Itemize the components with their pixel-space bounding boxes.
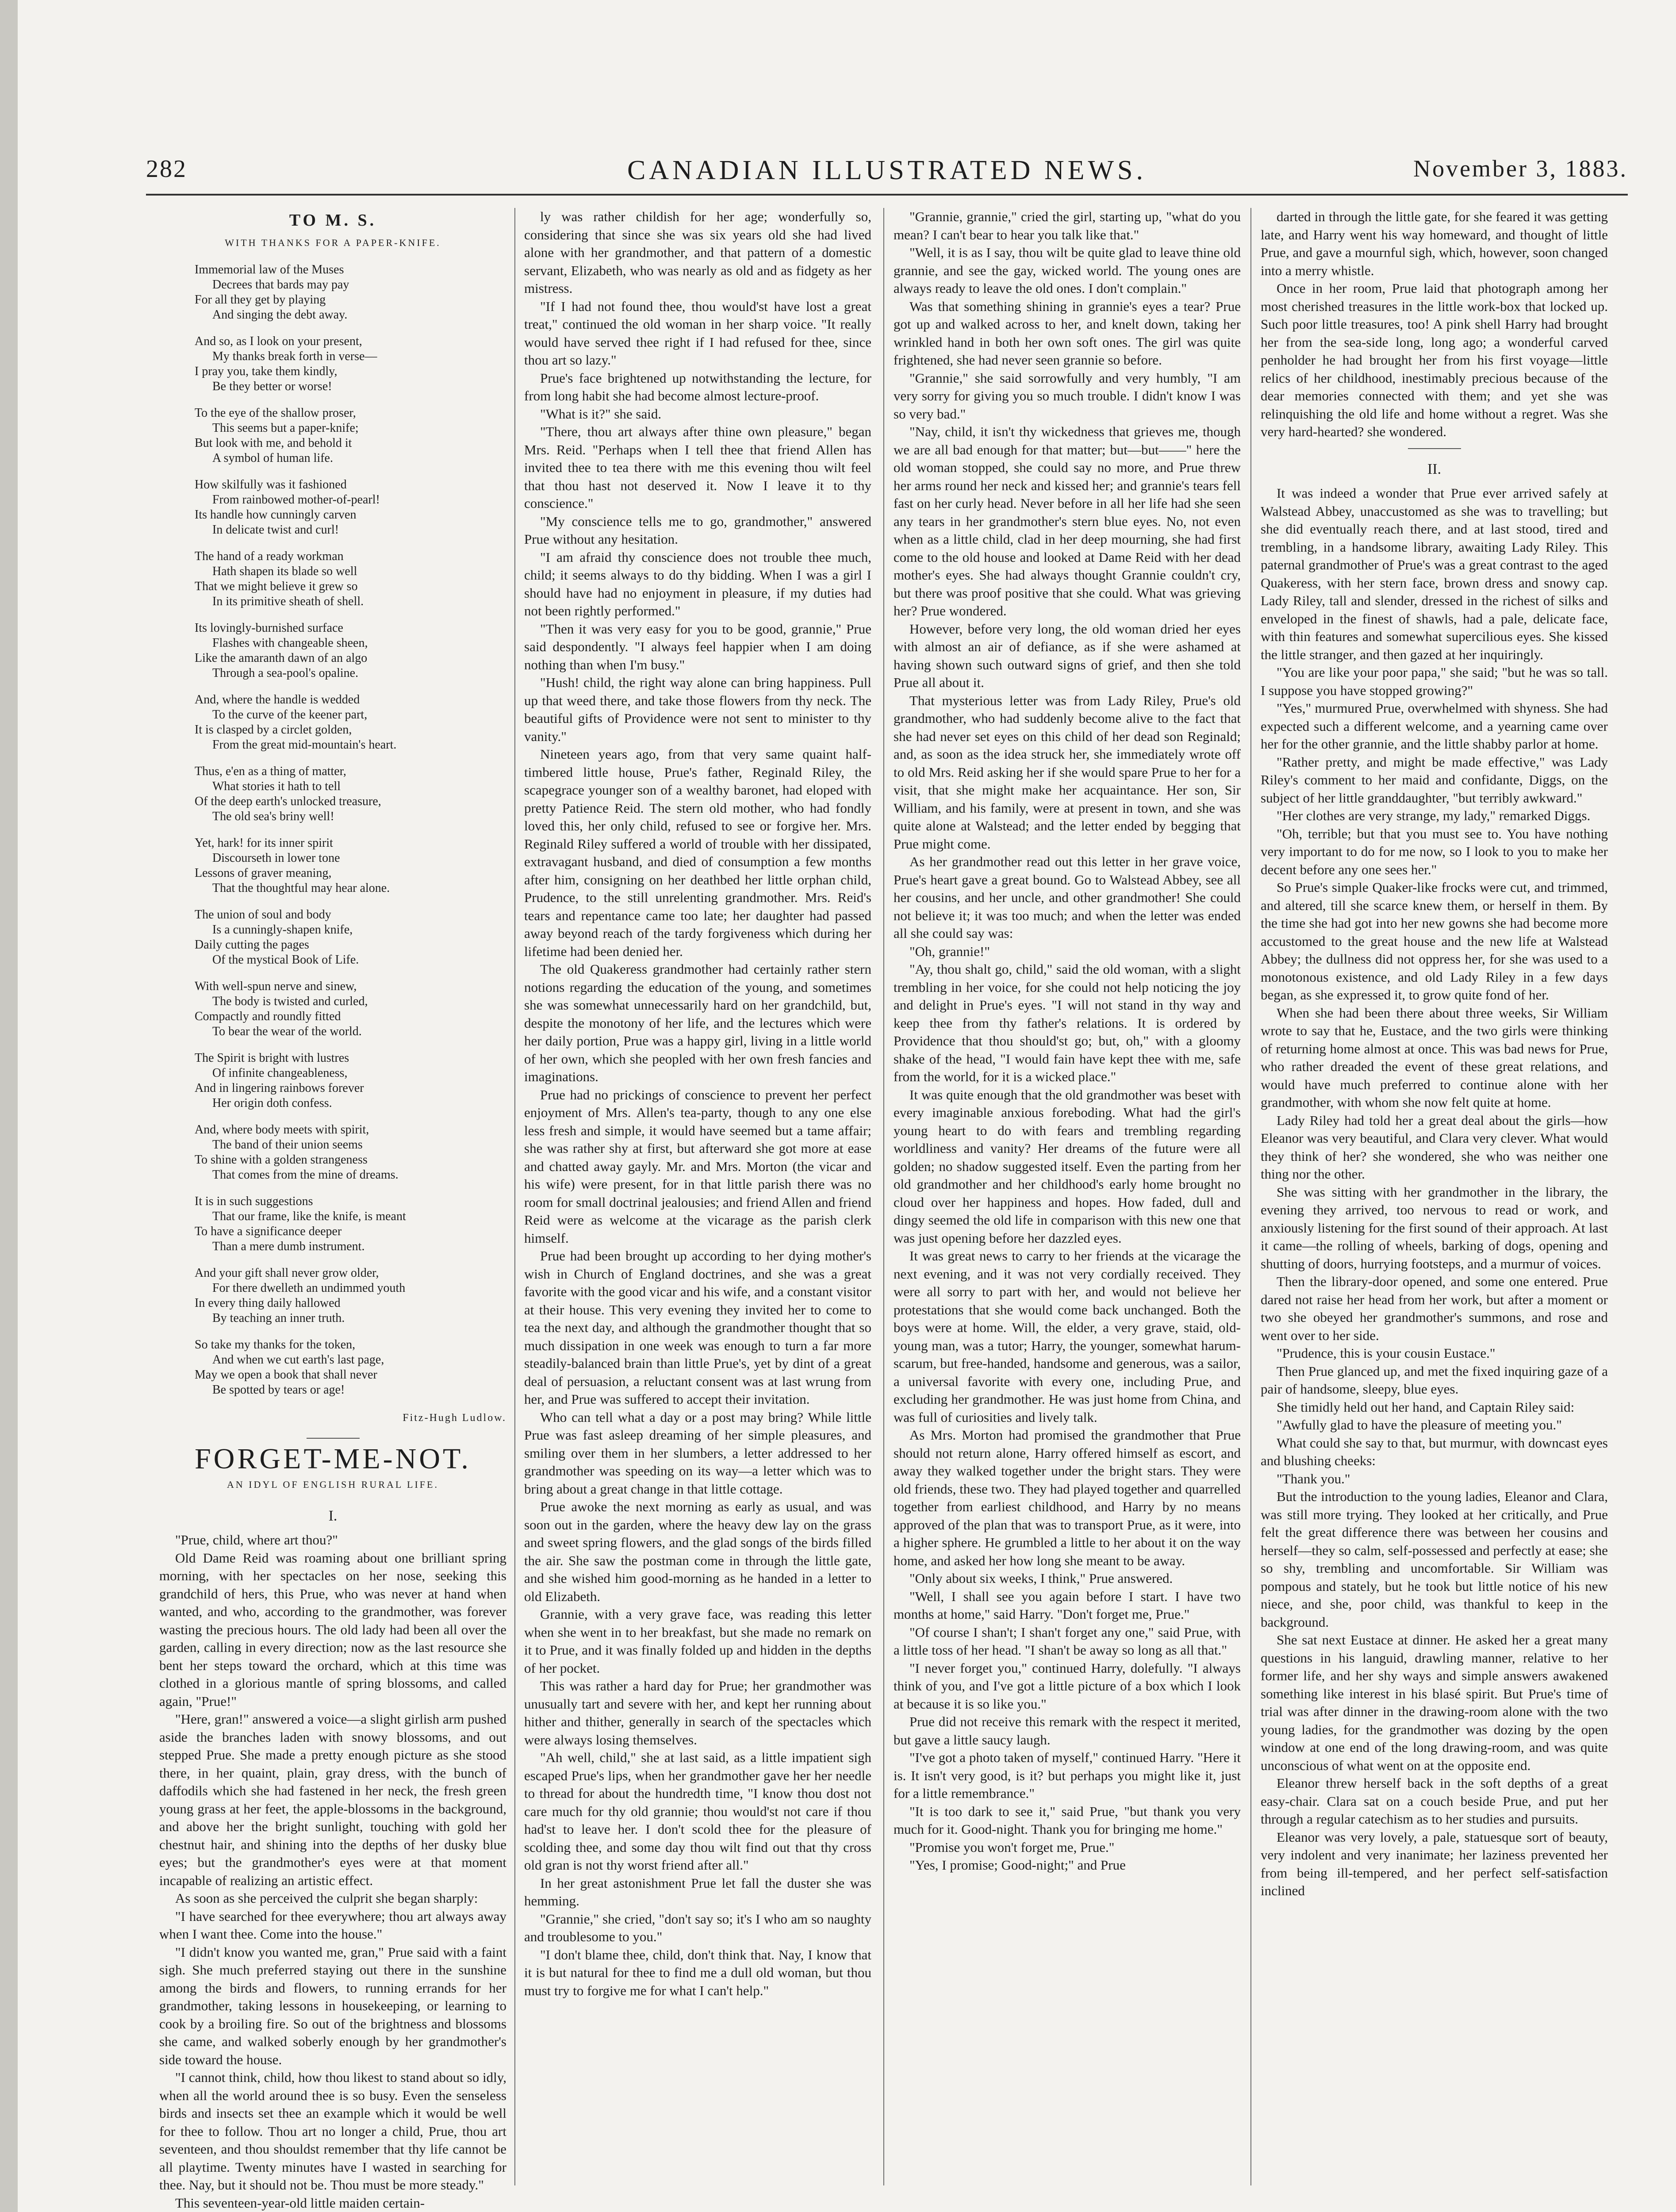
poem-stanza — [195, 262, 506, 323]
poem-line: And, where the handle is wedded — [195, 693, 360, 707]
poem-line: The hand of a ready workman — [195, 549, 344, 563]
column-divider-2 — [883, 208, 884, 2185]
paragraph: It was quite enough that the old grandmother was beset with every imaginable anxious foreboding. What had the girl's young heart to do with fears and trembling regarding worldliness and vanity? Her dreams of the future were all golden; no shadow suggested itself. Even the parting from her old grandmother and her childhood's early home brought no cloud over her happiness and hopes. How faded, dull and dingy seemed the old life in comparison with this new one that was just opening before her dazzled eyes. — [894, 1087, 1241, 1246]
poem-line: And so, as I look on your present, — [195, 334, 362, 348]
paragraph: The old Quakeress grandmother had certainly rather stern notions regarding the education of the young, and sometimes she was somewhat unnecessarily hard on her grandchild, but, despite the monotony of her life, and the lectures which were her daily portion, Prue was a happy girl, living in a little world of her own, which she peopled with her own fresh fancies and imaginations. — [524, 961, 871, 1084]
poem-line: It is clasped by a circlet golden, — [195, 723, 352, 737]
poem-line: Lessons of graver meaning, — [195, 866, 332, 880]
poem-line: It is in such suggestions — [195, 1194, 313, 1208]
paragraph: Prue did not receive this remark with the respect it merited, but gave a little saucy laugh. — [894, 1714, 1241, 1747]
poem-line: By teaching an inner truth. — [212, 1311, 345, 1325]
column-1-text — [159, 1531, 506, 2212]
story-subtitle: AN IDYL OF ENGLISH RURAL LIFE. — [227, 1479, 439, 1490]
poem-line: A symbol of human life. — [212, 451, 333, 465]
poem-body — [159, 262, 506, 1398]
paragraph: "I've got a photo taken of myself," continued Harry. "Here it is. It isn't very good, is it? but perhaps you might like it, just for a little remembrance." — [894, 1750, 1241, 1801]
issue-date: November 3, 1883. — [1413, 155, 1628, 182]
poem-line: What stories it hath to tell — [212, 780, 341, 793]
poem-line: Its handle how cunningly carven — [195, 508, 357, 522]
chapter-rule — [1408, 448, 1461, 449]
poem-stanza — [195, 621, 506, 681]
paragraph: "Awfully glad to have the pleasure of meeting you." — [1277, 1417, 1562, 1432]
poem-line: Compactly and roundly fitted — [195, 1010, 341, 1023]
poem-stanza — [195, 979, 506, 1039]
column-divider-1 — [514, 208, 515, 2185]
paragraph: "Prudence, this is your cousin Eustace." — [1277, 1345, 1496, 1361]
poem-stanza — [195, 477, 506, 538]
paragraph: But the introduction to the young ladies, Eleanor and Clara, was still more trying. They looked at her critically, and Prue felt the great difference there was between her cousins and herself—they so calm, self-possessed and perfectly at ease; she so shy, trembling and uncomfortable. Sir William was pompous and stately, but he took but little notice of his new niece, and she, poor child, was thankful to keep in the background. — [1261, 1489, 1608, 1630]
poem-line: From rainbowed mother-of-pearl! — [212, 493, 380, 507]
poem-line: And when we cut earth's last page, — [212, 1353, 384, 1367]
paragraph: This was rather a hard day for Prue; her grandmother was unusually tart and severe with her, and kept her running about hither and thither, generally in search of the spectacles which were always losing themselves. — [524, 1678, 871, 1747]
paragraph: Prue had been brought up according to her dying mother's wish in Church of England doctrines, and she was a great favorite with the good vicar and his wife, and a constant visitor at their house. This very evening they invited her to come to tea the next day, and although the grandmother thought that so much dissipation in one week was enough to turn a far more steadily-balanced brain than little Prue's, yet by dint of a great deal of persuasion, a reluctant consent was at last wrung from her, and Prue was suffered to accept their invitation. — [524, 1248, 871, 1407]
paragraph: "I never forget you," continued Harry, dolefully. "I always think of you, and I've got a little picture of a box which I look at because it is so like you." — [894, 1660, 1241, 1712]
paragraph: "Yes," murmured Prue, overwhelmed with shyness. She had expected such a different welcome, and a yearning came over her for the other grannie, and the little shabby parlor at home. — [1261, 700, 1608, 752]
column-4-text-b — [1261, 484, 1608, 1900]
poem-line: Yet, hark! for its inner spirit — [195, 836, 333, 850]
poem-line: With well-spun nerve and sinew, — [195, 979, 357, 993]
paragraph: "Ah well, child," she at last said, as a little impatient sigh escaped Prue's lips, when her grandmother gave her her needle to thread for about the hundredth time, "I know thou dost not care much for thy old grannie; thou would'st not care if thou had'st to leave her. I don't scold thee for the pleasure of scolding thee, and some day thou wilt find out that thy cross old gran is not thy worst friend after all." — [524, 1750, 871, 1873]
paragraph: Lady Riley had told her a great deal about the girls—how Eleanor was very beautiful, and Clara very clever. What would they think of her? she wondered, she who was neither one thing nor the other. — [1261, 1112, 1608, 1182]
poem-line: The old sea's briny well! — [212, 810, 334, 823]
poem-line: Its lovingly-burnished surface — [195, 621, 343, 635]
poem-line: Daily cutting the pages — [195, 938, 309, 952]
poem-line: Immemorial law of the Muses — [195, 263, 344, 276]
paragraph: "If I had not found thee, thou would'st have lost a great treat," continued the old woman in her sharp voice. "It really would have served thee right if I had refused for thee, since thou art so lazy." — [524, 298, 871, 368]
poem-stanza — [195, 764, 506, 824]
paragraph: "Then it was very easy for you to be good, grannie," Prue said despondently. "I always feel happier when I am doing nothing than when I'm busy." — [524, 621, 871, 672]
poem-stanza — [195, 406, 506, 466]
paragraph: Once in her room, Prue laid that photograph among her most cherished treasures in the little work-box that locked up. Such poor little treasures, too! A pink shell Harry had brought her from the sea-side long, long ago; a wonderful carved penholder he had brought her from his first voyage—little relics of her childhood, inestimably precious because of the dear memories connected with them; and yet she was relinquishing the old life and home without a regret. Was she very hard-hearted? she wondered. — [1261, 280, 1608, 439]
poem-line: Than a mere dumb instrument. — [212, 1240, 365, 1253]
poem-line: In delicate twist and curl! — [212, 523, 339, 537]
poem-line: So take my thanks for the token, — [195, 1338, 356, 1352]
paragraph: However, before very long, the old woman dried her eyes with almost an air of defiance, as if she were ashamed at having shown such outward signs of grief, and then she told Prue all about it. — [894, 621, 1241, 690]
paragraph: "I don't blame thee, child, don't think that. Nay, I know that it is but natural for thee to find me a dull old woman, but thou must try to forgive me for what I can't help." — [524, 1947, 871, 1998]
paragraph: In her great astonishment Prue let fall the duster she was hemming. — [524, 1875, 871, 1909]
chapter-heading-1: I. — [328, 1507, 338, 1524]
poem-line: But look with me, and behold it — [195, 436, 352, 450]
paragraph: "Oh, grannie!" — [909, 943, 990, 959]
poem-author: Fitz-Hugh Ludlow. — [403, 1412, 506, 1424]
poem-line: Be they better or worse! — [212, 380, 332, 393]
column-2-text — [524, 208, 871, 2000]
paragraph: She sat next Eustace at dinner. He asked her a great many questions in his languid, drawling manner, relative to her former life, and her shy ways and simple answers awakened something like interest in his blasé spirit. But Prue's time of trial was after dinner in the drawing-room alone with the two young ladies, for the grandmother was dozing by the open window at one end of the long drawing-room, and was quite unconscious of what went on at the opposite end. — [1261, 1632, 1608, 1773]
paragraph: She timidly held out her hand, and Captain Riley said: — [1277, 1399, 1575, 1415]
paragraph: Eleanor threw herself back in the soft depths of a great easy-chair. Clara sat on a couch beside Prue, and put her through a regular catechism as to her studies and pursuits. — [1261, 1775, 1608, 1827]
paragraph: "Yes, I promise; Good-night;" and Prue — [909, 1857, 1126, 1873]
poem-line: To have a significance deeper — [195, 1225, 342, 1238]
paragraph: What could she say to that, but murmur, with downcast eyes and blushing cheeks: — [1261, 1435, 1608, 1468]
poem-line: In every thing daily hallowed — [195, 1296, 341, 1310]
page-header — [146, 155, 1628, 190]
poem-line: Like the amaranth dawn of an algo — [195, 651, 368, 665]
poem-line: Of infinite changeableness, — [212, 1066, 348, 1080]
poem-line: The Spirit is bright with lustres — [195, 1051, 349, 1065]
column-3 — [894, 208, 1241, 2199]
poem-line: For all they get by playing — [195, 293, 326, 307]
poem-stanza — [195, 549, 506, 609]
poem-line: How skilfully was it fashioned — [195, 478, 347, 492]
poem-line: I pray you, take them kindly, — [195, 365, 338, 378]
paragraph: This seventeen-year-old little maiden certain- — [175, 2195, 425, 2211]
paragraph: "Nay, child, it isn't thy wickedness that grieves me, though we are all bad enough for that matter; but—but——" here the old woman stopped, she could say no more, and Prue threw her arms round her neck and kissed her; and grannie's tears fell fast on her curly head. Never before in all her life had she seen any tears in her grandmother's stern blue eyes. No, not even when as a little child, clad in her deep mourning, she had first come to the old house and looked at Dame Reid with her dead mother's eyes. She had always thought Grannie couldn't cry, but there was proof positive that she could. What was grieving her? Prue wondered. — [894, 424, 1241, 618]
paragraph: "Oh, terrible; but that you must see to. You have nothing very important to do for me now, so I look to you to make her decent before any one sees her." — [1261, 826, 1608, 877]
poem-line: Of the deep earth's unlocked treasure, — [195, 795, 381, 808]
page-number: 282 — [146, 155, 187, 183]
column-3-text — [894, 208, 1241, 1874]
paragraph: That mysterious letter was from Lady Riley, Prue's old grandmother, who had suddenly become alive to the fact that she had never set eyes on this child of her dead son Reginald; and, as soon as the idea struck her, she immediately wrote off to old Mrs. Reid asking her if she would spare Prue to her for a visit, that she might make her acquaintance. Her son, Sir William, and his family, were at present in town, and she was quite alone at Walstead; and the letter ended by begging that Prue might come. — [894, 692, 1241, 852]
poem-stanza — [195, 1194, 506, 1254]
poem-line: Is a cunningly-shapen knife, — [212, 923, 353, 937]
paragraph: Eleanor was very lovely, a pale, statuesque sort of beauty, very indolent and very inanimate; her laziness prevented her from being ill-tempered, and her perfect self-satisfaction inclined — [1261, 1829, 1608, 1898]
paragraph: "Her clothes are very strange, my lady," remarked Diggs. — [1277, 808, 1591, 823]
paragraph: "Grannie," she cried, "don't say so; it's I who am so naughty and troublesome to you." — [524, 1911, 871, 1944]
chapter-heading-2: II. — [1427, 461, 1442, 477]
poem-stanza — [195, 334, 506, 394]
poem-line: And your gift shall never grow older, — [195, 1266, 379, 1280]
poem-line: Flashes with changeable sheen, — [212, 636, 368, 650]
poem-subtitle: WITH THANKS FOR A PAPER-KNIFE. — [225, 237, 441, 248]
poem-stanza — [195, 1337, 506, 1398]
poem-line: The body is twisted and curled, — [212, 995, 368, 1008]
paragraph: ly was rather childish for her age; wonderfully so, considering that since she was six years old she had lived alone with her grandmother, and that pattern of a domestic servant, Elizabeth, who was nearly as old and as fidgety as her mistress. — [524, 209, 871, 296]
paragraph: darted in through the little gate, for she feared it was getting late, and Harry went his way homeward, and thought of little Prue, and gave a mournful sigh, which, however, soon changed into a merry whistle. — [1261, 209, 1608, 278]
paragraph: "I didn't know you wanted me, gran," Prue said with a faint sigh. She much preferred staying out there in the sunshine among the birds and flowers, to running errands for her grandmother, taking lessons in housekeeping, or learning to cook by a broiling fire. So out of the brightness and blossoms she came, and walked soberly enough by her grandmother's side toward the house. — [159, 1944, 506, 2067]
paragraph: "What is it?" she said. — [540, 406, 662, 422]
poem-line: The union of soul and body — [195, 908, 331, 922]
paragraph: When she had been there about three weeks, Sir William wrote to say that he, Eustace, and the two girls were thinking of returning home almost at once. This was bad news for Prue, who rather dreaded the event of these great relations, and would have much preferred to continue alone with her grandmother, with whom she now felt quite at home. — [1261, 1005, 1608, 1110]
paragraph: "Well, it is as I say, thou wilt be quite glad to leave thine old grannie, and see the gay, wicked world. The young ones are always ready to leave the old ones. I don't complain." — [894, 245, 1241, 296]
poem-line: That comes from the mine of dreams. — [212, 1168, 399, 1182]
poem-line: To shine with a golden strangeness — [195, 1153, 368, 1167]
poem-title: TO M. S. — [289, 211, 377, 230]
poem-line: To bear the wear of the world. — [212, 1025, 362, 1038]
paragraph: "I am afraid thy conscience does not trouble thee much, child; it seems always to do thy bidding. When I was a girl I should have had no enjoyment in pleasure, if my duties had not been rightly performed." — [524, 549, 871, 618]
column-1 — [159, 208, 506, 2211]
paragraph: "There, thou art always after thine own pleasure," began Mrs. Reid. "Perhaps when I tell thee that friend Allen has invited thee to tea there with me this evening thou wilt feel that thou hast not deserved it. Now I leave it to thy conscience." — [524, 424, 871, 511]
poem-line: For there dwelleth an undimmed youth — [212, 1281, 406, 1295]
poem-line: That we might believe it grew so — [195, 580, 358, 593]
paragraph: "Ay, thou shalt go, child," said the old woman, with a slight trembling in her voice, for she could not help noticing the joy and delight in Prue's eyes. "I will not stand in thy way and keep thee from thy father's relations. It is ordered by Providence that thou should'st go; but, oh," with a gloomy shake of the head, "I would fain have kept thee with me, safe from the world, for it is a wicked place." — [894, 961, 1241, 1084]
paragraph: Old Dame Reid was roaming about one brilliant spring morning, with her spectacles on her nose, seeking this grandchild of hers, this Prue, who was never at hand when wanted, and who, according to the grandmother, was forever wasting the precious hours. The old lady had been all over the garden, calling in every direction; now as the last resource she bent her steps toward the orchard, which at this time was clothed in a glorious mantle of spring blossoms, and called again, "Prue!" — [159, 1550, 506, 1709]
paragraph: Was that something shining in grannie's eyes a tear? Prue got up and walked across to her, and knelt down, taking her wrinkled hand in both her own soft ones. The girl was quite frightened, she had never seen grannie so before. — [894, 298, 1241, 368]
paragraph: Then the library-door opened, and some one entered. Prue dared not raise her head from her work, but after a moment or two she obeyed her grandmother's summons, and rose and went over to her side. — [1261, 1274, 1608, 1343]
poem-line: Of the mystical Book of Life. — [212, 953, 359, 967]
paragraph: "Thank you." — [1277, 1471, 1350, 1486]
paragraph: "Prue, child, where art thou?" — [175, 1532, 338, 1548]
poem-line: Thus, e'en as a thing of matter, — [195, 764, 346, 778]
poem-line: This seems but a paper-knife; — [212, 421, 359, 435]
paragraph: As soon as she perceived the culprit she began sharply: — [175, 1890, 478, 1906]
paragraph: So Prue's simple Quaker-like frocks were cut, and trimmed, and altered, till she scarce knew them, or herself in them. By the time she had got into her new gowns she had become more accustomed to the great house and the new life at Walstead Abbey; the dullness did not oppress her, for she was used to a monotonous existence, and old Lady Riley in a few days began, as she expressed it, to grow quite fond of her. — [1261, 879, 1608, 1002]
paragraph: "Here, gran!" answered a voice—a slight girlish arm pushed aside the branches laden with snowy blossoms, and out stepped Prue. She made a pretty enough picture as she stood there, in her quaint, plain, gray dress, with the bunch of daffodils which she had fastened in her neck, the fresh green young grass at her feet, the apple-blossoms in the background, and above her the bright sunlight, touching with gold her chestnut hair, and shining into the depths of her dusky blue eyes; but the grandmother's eyes were at that moment incapable of realizing an artistic effect. — [159, 1711, 506, 1888]
poem-line: That our frame, like the knife, is meant — [212, 1210, 406, 1223]
poem-line: To the curve of the keener part, — [212, 708, 368, 722]
poem-line: In its primitive sheath of shell. — [212, 595, 364, 608]
column-4-text-a — [1261, 208, 1608, 441]
poem-stanza — [195, 907, 506, 968]
poem-stanza — [195, 1051, 506, 1111]
paragraph: "Hush! child, the right way alone can bring happiness. Pull up that weed there, and take those flowers from thy neck. The beautiful gifts of Providence were not sent to minister to thy vanity." — [524, 675, 871, 744]
paragraph: As Mrs. Morton had promised the grandmother that Prue should not return alone, Harry offered himself as escort, and away they walked together under the bright stars. They were old friends, these two. They had played together and quarrelled together from earliest childhood, and Harry by no means approved of the plan that was to transport Prue, as it were, into a higher sphere. He grumbled a little to her about it on the way home, and asked her how long she meant to be away. — [894, 1427, 1241, 1568]
paragraph: "Grannie," she said sorrowfully and very humbly, "I am very sorry for giving you so much trouble. I didn't know I was so very bad." — [894, 370, 1241, 422]
paragraph: "Rather pretty, and might be made effective," was Lady Riley's comment to her maid and confidante, Diggs, on the subject of her little granddaughter, "but terribly awkward." — [1261, 754, 1608, 806]
poem-line: Hath shapen its blade so well — [212, 565, 357, 578]
column-2 — [524, 208, 871, 2199]
poem-line: My thanks break forth in verse— — [212, 349, 377, 363]
paragraph: "Well, I shall see you again before I start. I have two months at home," said Harry. "Don't forget me, Prue." — [894, 1588, 1241, 1622]
poem-line: And, where body meets with spirit, — [195, 1123, 369, 1137]
section-rule — [307, 1438, 360, 1439]
paragraph: Prue had no prickings of conscience to prevent her perfect enjoyment of Mrs. Allen's tea-party, though to any one else less fresh and simple, it would have seemed but a tame affair; she was rather shy at first, but afterward she got more at ease and chatted away gayly. Mr. and Mrs. Morton (the vicar and his wife) were present, for in that little parish there was no room for small doctrinal jealousies; and friend Allen and friend Reid were as welcome at the vicarage as the parish clerk himself. — [524, 1087, 871, 1246]
poem-line: The band of their union seems — [212, 1138, 363, 1152]
paragraph: She was sitting with her grandmother in the library, the evening they arrived, too nervous to read or work, and anxiously listening for the first sound of their approach. At last it came—the rolling of wheels, barking of dogs, opening and shutting of doors, hurrying footsteps, and a murmur of voices. — [1261, 1184, 1608, 1271]
paragraph: "Of course I shan't; I shan't forget any one," said Prue, with a little toss of her head. "I shan't be away so long as all that." — [894, 1624, 1241, 1658]
paragraph: "It is too dark to see it," said Prue, "but thank you very much for it. Good-night. Thank you for bringing me home." — [894, 1803, 1241, 1837]
paragraph: "Grannie, grannie," cried the girl, starting up, "what do you mean? I can't bear to hear you talk like that." — [894, 209, 1241, 242]
scan-edge-left — [0, 0, 18, 2212]
poem-line: Through a sea-pool's opaline. — [212, 666, 359, 680]
paragraph: Who can tell what a day or a post may bring? While little Prue was fast asleep dreaming of her simple pleasures, and smiling over them in her slumbers, a letter addressed to her grandmother was speeding on its way—a letter which was to bring about a great change in that little cottage. — [524, 1409, 871, 1497]
paragraph: Prue's face brightened up notwithstanding the lecture, for from long habit she had become almost lecture-proof. — [524, 370, 871, 403]
poem-line: To the eye of the shallow proser, — [195, 406, 356, 420]
poem-line: That the thoughtful may hear alone. — [212, 881, 390, 895]
paragraph: As her grandmother read out this letter in her grave voice, Prue's heart gave a great bound. Go to Walstead Abbey, see all her cousins, and her uncle, and other grandmother! She could not believe it; it was too much; and when the letter was ended all she could say was: — [894, 854, 1241, 941]
story-title: FORGET-ME-NOT. — [195, 1442, 471, 1475]
paragraph: "My conscience tells me to go, grandmother," answered Prue without any hesitation. — [524, 513, 871, 547]
poem-line: Be spotted by tears or age! — [212, 1383, 345, 1397]
poem-line: Decrees that bards may pay — [212, 278, 349, 292]
paragraph: Grannie, with a very grave face, was reading this letter when she went in to her breakfast, but she made no remark on it to Prue, and it was finally folded up and hidden in the depths of her pocket. — [524, 1606, 871, 1676]
paragraph: Prue awoke the next morning as early as usual, and was soon out in the garden, where the heavy dew lay on the grass and sweet spring flowers, and the glad songs of the birds filled the air. She saw the postman come in through the little gate, and she wished him good-morning as he handed in a letter to old Elizabeth. — [524, 1499, 871, 1604]
publication-title: CANADIAN ILLUSTRATED NEWS. — [627, 155, 1147, 185]
paragraph: "I cannot think, child, how thou likest to stand about so idly, when all the world around thee is so busy. Even the senseless birds and insects set thee an example which it would be well for thee to follow. Thou art no longer a child, Prue, thou art seventeen, and thou shouldst remember that thy life cannot be all playtime. Twenty minutes have I wasted in searching for thee. Nay, but it should not be. Thou must be more steady." — [159, 2070, 506, 2193]
column-divider-3 — [1250, 208, 1251, 2185]
poem-line: Her origin doth confess. — [212, 1096, 332, 1110]
poem-stanza — [195, 836, 506, 896]
paragraph: Nineteen years ago, from that very same quaint half-timbered little house, Prue's father, Reginald Riley, the scapegrace younger son of a wealthy baronet, had eloped with pretty Patience Reid. The stern old mother, who had fondly loved this, her only child, refused to see or forgive her. Mrs. Reginald Riley suffered a world of trouble with her dissipated, extravagant husband, and died of consumption a few months after him, consigning on her deathbed her little orphan child, Prudence, to the still unrelenting grandmother. Mrs. Reid's tears and repentance came too late; her daughter had passed away beyond reach of the tardy forgiveness which during her lifetime had been denied her. — [524, 746, 871, 959]
header-rule — [146, 194, 1628, 196]
poem-line: And in lingering rainbows forever — [195, 1081, 364, 1095]
paragraph: It was indeed a wonder that Prue ever arrived safely at Walstead Abbey, unaccustomed as she was to travelling; but she did eventually reach there, and at last stood, tired and trembling, in a handsome library, awaiting Lady Riley. This paternal grandmother of Prue's was a great contrast to the aged Quakeress, with her stern face, brown dress and snowy cap. Lady Riley, tall and slender, dressed in the richest of silks and enveloped in the finest of shawls, had a pale, delicate face, with thin features and somewhat supercilious eyes. She kissed the little stranger, and then gazed at her inquiringly. — [1261, 485, 1608, 662]
poem-line: Discourseth in lower tone — [212, 851, 340, 865]
column-4 — [1261, 208, 1608, 2199]
paragraph: "Only about six weeks, I think," Prue answered. — [909, 1571, 1173, 1586]
paragraph: It was great news to carry to her friends at the vicarage the next evening, and it was not very cordially received. They were all sorry to part with her, and would not believe her protestations that she would come back unchanged. Both the boys were at home. Will, the elder, a very grave, staid, old-young man, was a tutor; Harry, the younger, somewhat harum-scarum, but free-handed, handsome and generous, was a sailor, a universal favorite with every one, including Prue, and excluding her grandmother. He was just home from China, and was full of curiosities and lively talk. — [894, 1248, 1241, 1425]
poem-stanza — [195, 692, 506, 753]
poem-stanza — [195, 1266, 506, 1326]
poem-line: From the great mid-mountain's heart. — [212, 738, 397, 752]
paragraph: Then Prue glanced up, and met the fixed inquiring gaze of a pair of handsome, sleepy, blue eyes. — [1261, 1363, 1608, 1397]
paragraph: "I have searched for thee everywhere; thou art always away when I want thee. Come into the house." — [159, 1908, 506, 1942]
poem-line: May we open a book that shall never — [195, 1368, 377, 1382]
poem-stanza — [195, 1122, 506, 1183]
paragraph: "You are like your poor papa," she said; "but he was so tall. I suppose you have stopped growing?" — [1261, 664, 1608, 698]
paragraph: "Promise you won't forget me, Prue." — [909, 1839, 1115, 1855]
poem-line: And singing the debt away. — [212, 308, 348, 322]
